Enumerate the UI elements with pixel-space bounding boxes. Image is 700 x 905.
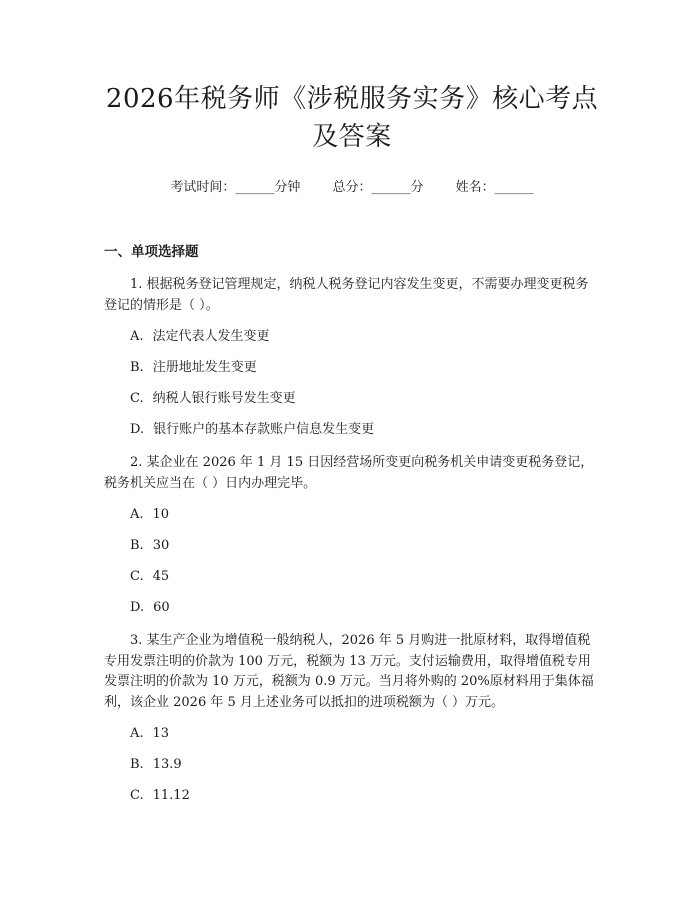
option-2c [104, 567, 600, 587]
option-text: 银行账户的基本存款账户信息发生变更 [153, 422, 375, 437]
option-1b [104, 358, 600, 378]
option-letter: D. [130, 600, 145, 615]
option-text: 45 [152, 569, 170, 584]
question-1-options [104, 327, 600, 440]
option-letter: A. [130, 507, 144, 522]
option-2d [104, 598, 600, 618]
option-letter: B. [130, 757, 144, 772]
option-2a [104, 505, 600, 525]
option-letter: A. [130, 329, 144, 344]
option-3b [104, 755, 600, 775]
page-title: 2026年税务师《涉税服务实务》核心考点及答案 [105, 84, 599, 152]
option-letter: C. [130, 788, 144, 803]
question-2: 2. 某企业在 2026 年 1 月 15 日因经营场所变更向税务机关申请变更税务登记，税务机关应当在（ ）日内办理完毕。 [104, 455, 594, 491]
option-text: 10 [152, 507, 170, 522]
name-field: 姓名：______ [455, 180, 534, 195]
option-1a [104, 327, 600, 347]
option-text: 30 [152, 538, 170, 553]
option-3a [104, 724, 600, 744]
option-letter: B. [130, 360, 144, 375]
question-2-options [104, 505, 600, 618]
option-text: 11.12 [152, 788, 190, 803]
option-letter: A. [130, 726, 144, 741]
option-text: 13.9 [152, 757, 182, 772]
exam-time-field: 考试时间：______分钟 [170, 180, 301, 195]
option-3c [104, 786, 600, 806]
option-letter: B. [130, 538, 144, 553]
option-text: 纳税人银行账号发生变更 [152, 391, 296, 406]
option-text: 注册地址发生变更 [152, 360, 257, 375]
option-text: 13 [152, 726, 170, 741]
option-letter: C. [130, 391, 144, 406]
option-2b [104, 536, 600, 556]
option-letter: D. [130, 422, 145, 437]
option-1d [104, 420, 600, 440]
section-heading: 一、单项选择题 [104, 244, 199, 260]
question-1: 1. 根据税务登记管理规定，纳税人税务登记内容发生变更，不需要办理变更税务登记的情形是（ ）。 [104, 277, 589, 313]
total-score-field: 总分：______分 [332, 180, 424, 195]
option-letter: C. [130, 569, 144, 584]
option-text: 法定代表人发生变更 [152, 329, 270, 344]
question-3: 3. 某生产企业为增值税一般纳税人，2026 年 5 月购进一批原材料，取得增值税专用发票注明的价款为 100 万元，税额为 13 万元。支付运输费用，取得增值税专用发票注明的价款为 10 万元，税额为 0.9 万元。当月将外购的 20%原材料用于集体福利，该企业 2026 年 5 月上述业务可以抵扣的进项税额为（ ）万元。 [104, 633, 594, 710]
question-3-options [104, 724, 600, 806]
option-text: 60 [153, 600, 170, 615]
option-1c [104, 389, 600, 409]
exam-meta [104, 178, 600, 198]
